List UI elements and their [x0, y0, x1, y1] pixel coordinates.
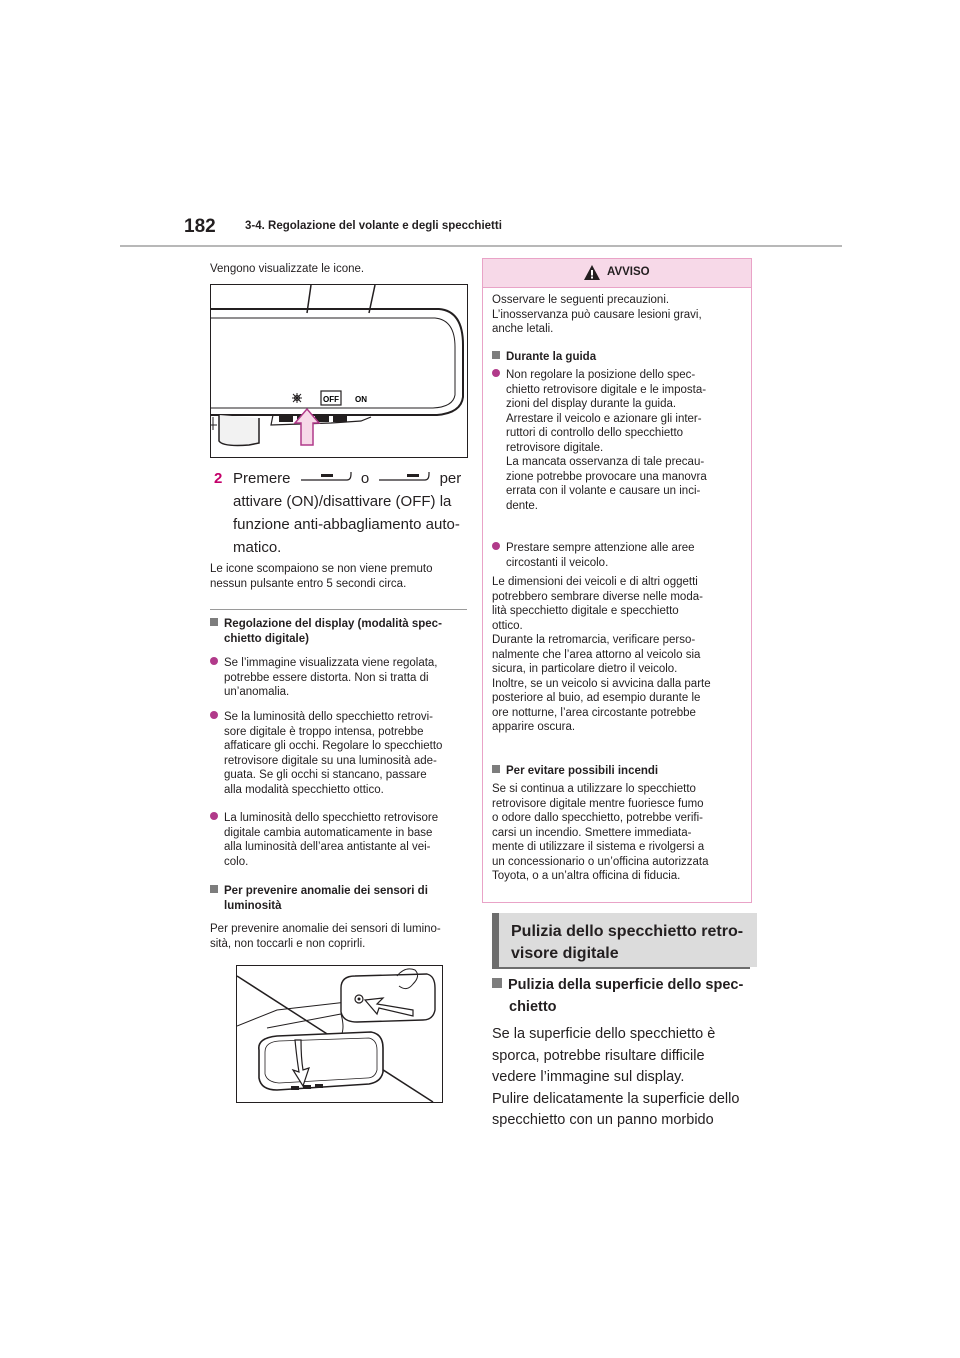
warning-title: AVVISO — [607, 266, 650, 278]
mirror-buttons-figure — [210, 284, 468, 458]
brightness-icon — [292, 393, 302, 403]
warning-driving-bullet1: Non regolare la posizione dello spec- chietto retrovisore digitale e le imposta- zioni del display durante la guida. Arrestare il veicolo e azionare gli inter- ruttori di controllo dello specchietto retrovisore digitale. La mancata osservanza di tale precau- zione potrebbe provocare una manovra errata con il volante e causare un inci- dente. — [492, 368, 707, 513]
header-rule — [120, 245, 842, 247]
square-bullet-icon — [210, 885, 218, 893]
warning-driving-body: Le dimensioni dei veicoli e di altri oggetti potrebbero sembrare diverse nelle moda- lità specchietto digitale e specchietto ottico. Durante la retromarcia, verificare perso- nalmente che l’area attorno al veicolo sia sicura, in particolare dietro il veicolo. Inoltre, se un veicolo si avvicina dalla parte posteriore al buio, ad esempio durante le ore notturne, l’area circostante potrebbe apparire oscura. — [492, 576, 711, 733]
circle-bullet-icon — [210, 812, 218, 820]
step-text-o: o — [360, 470, 370, 487]
cleaning-section-header — [492, 913, 757, 967]
step-line-3: funzione anti-abbagliamento auto- — [233, 516, 460, 533]
display-adjust-title: Regolazione del display (modalità spec- chietto digitale) — [210, 617, 442, 646]
sensor-title: Per prevenire anomalie dei sensori di luminosità — [210, 884, 428, 913]
bullet-brightness: Se la luminosità dello specchietto retrovi- sore digitale è troppo intensa, potrebbe affaticare gli occhi. Regolare lo specchietto retrovisore digitale su una luminosità ade- guata. Se gli occhi si stancano, passare alla modalità specchietto ottico. — [210, 710, 442, 797]
circle-bullet-icon — [492, 369, 500, 377]
off-icon-label: OFF — [323, 395, 339, 404]
section-divider — [210, 609, 467, 610]
step-number: 2 — [214, 470, 223, 487]
square-bullet-icon — [210, 618, 218, 626]
page-number: 182 — [184, 216, 216, 237]
step-line-2: attivare (ON)/disattivare (OFF) la — [233, 493, 452, 510]
button-plus-icon — [377, 470, 431, 482]
warning-driving-bullet2: Prestare sempre attenzione alle aree circostanti il veicolo. — [492, 541, 695, 570]
cleaning-body: Se la superficie dello specchietto è sporca, potrebbe risultare difficile vedere l’immagine sul display. Pulire delicatamente la superficie dello specchietto con un panno morbido — [492, 1026, 740, 1128]
cleaning-section-title: Pulizia dello specchietto retro- visore digitale — [511, 923, 744, 962]
sensor-illustration — [237, 966, 442, 1102]
bullet-auto-brightness: La luminosità dello specchietto retrovisore digitale cambia automaticamente in base alla luminosità dell’area antistante al vei- colo. — [210, 811, 438, 869]
square-bullet-icon — [492, 765, 500, 773]
intro-text: Vengono visualizzate le icone. — [210, 263, 365, 275]
warning-driving-title: Durante la guida — [492, 350, 596, 365]
square-bullet-icon — [492, 351, 500, 359]
circle-bullet-icon — [492, 542, 500, 550]
warning-header — [483, 259, 751, 288]
mirror-buttons-illustration — [211, 285, 467, 457]
warning-box — [482, 258, 752, 903]
warning-intro: Osservare le seguenti precauzioni. L’inosservanza può causare lesioni gravi, anche letali. — [492, 294, 702, 335]
step-text-premere: Premere — [233, 470, 291, 487]
warning-triangle-icon — [583, 264, 601, 281]
warning-fire-body: Se si continua a utilizzare lo specchietto retrovisore digitale mentre fuoriesce fumo o odore dallo specchietto, potrebbe verifi- carsi un incendio. Smettere immediata- mente di utilizzare il sistema e rivolgersi a un concessionario o un’officina autorizzata Toyota, o a un’altra officina di fiducia. — [492, 783, 709, 882]
sensor-body: Per prevenire anomalie dei sensori di lumino- sità, non toccarli e non coprirli. — [210, 923, 441, 950]
step-instruction — [233, 467, 461, 559]
on-icon-label: ON — [355, 395, 367, 404]
circle-bullet-icon — [210, 711, 218, 719]
cleaning-section-rule — [492, 967, 750, 969]
bullet-distortion: Se l’immagine visualizzata viene regolata, potrebbe essere distorta. Non si tratta di un’anomalia. — [210, 656, 438, 700]
square-bullet-icon — [492, 978, 502, 988]
button-minus-icon — [299, 470, 353, 482]
warning-fire-title: Per evitare possibili incendi — [492, 764, 658, 779]
icon-timeout-note: Le icone scompaiono se non viene premuto nessun pulsante entro 5 secondi circa. — [210, 563, 433, 590]
circle-bullet-icon — [210, 657, 218, 665]
step-text-per: per — [439, 470, 462, 487]
chapter-title: 3-4. Regolazione del volante e degli specchietti — [245, 220, 502, 232]
sensor-figure — [236, 965, 443, 1103]
cleaning-subtitle: Pulizia della superficie dello spec- chietto — [492, 975, 743, 1018]
step-line-4: matico. — [233, 539, 282, 556]
